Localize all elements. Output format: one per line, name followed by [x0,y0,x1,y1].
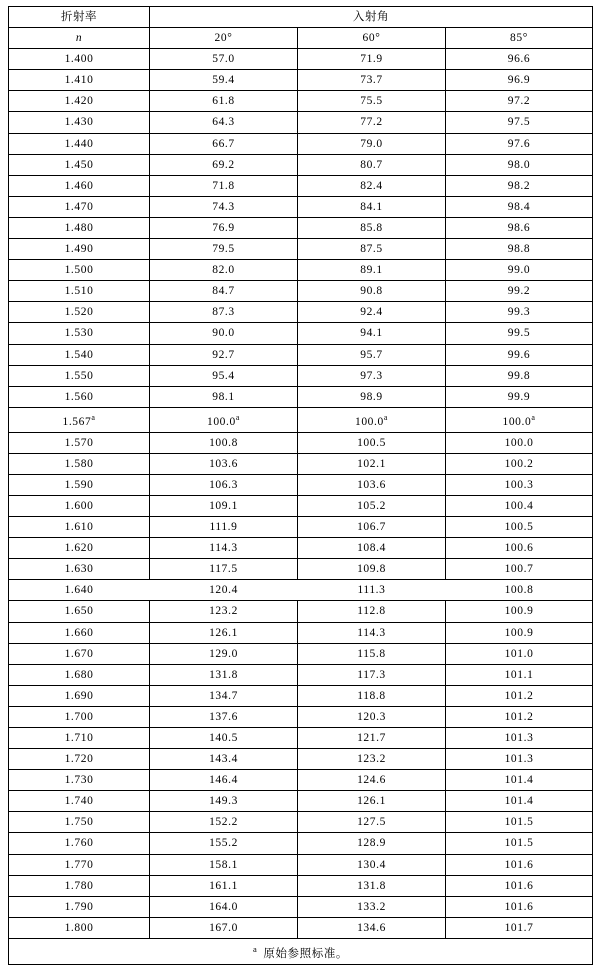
cell-value: 134.6 [298,917,446,938]
cell-value: 146.4 [150,770,298,791]
table-row [9,896,593,917]
cell-value: 100.7 [446,559,593,580]
cell-value: 131.8 [150,664,298,685]
cell-value: 112.8 [298,601,446,622]
header-row-top [9,7,593,28]
table-row [9,812,593,833]
table-row [9,770,593,791]
cell-value: 101.2 [446,685,593,706]
cell-value: 129.0 [150,643,298,664]
cell-refractive-index: 1.490 [9,239,150,260]
cell-value: 76.9 [150,217,298,238]
cell-value: 137.6 [150,706,298,727]
table-row [9,196,593,217]
table-row [9,323,593,344]
cell-refractive-index: 1.480 [9,217,150,238]
cell-value: 102.1 [298,453,446,474]
cell-refractive-index: 1.600 [9,495,150,516]
table-row [9,791,593,812]
footnote-text: 原始参照标准。 [263,947,349,960]
table-row [9,622,593,643]
table-row [9,854,593,875]
table-footer [9,938,593,964]
table-row [9,728,593,749]
cell-value: 158.1 [150,854,298,875]
cell-value: 111.9 [150,517,298,538]
cell-value: 99.8 [446,365,593,386]
cell-value: 99.3 [446,302,593,323]
cell-value: 127.5 [298,812,446,833]
table-body [9,49,593,939]
cell-value: 85.8 [298,217,446,238]
cell-value: 97.5 [446,112,593,133]
cell-value: 92.4 [298,302,446,323]
table-row [9,875,593,896]
table-row [9,91,593,112]
cell-value: 101.5 [446,812,593,833]
table-row [9,917,593,938]
cell-value: 108.4 [298,538,446,559]
cell-value: 99.0 [446,260,593,281]
table-row [9,474,593,495]
cell-refractive-index: 1.660 [9,622,150,643]
table-row [9,643,593,664]
cell-refractive-index: 1.680 [9,664,150,685]
cell-value: 100.4 [446,495,593,516]
cell-value: 134.7 [150,685,298,706]
cell-value: 96.9 [446,70,593,91]
cell-value: 103.6 [150,453,298,474]
table-row [9,70,593,91]
cell-value: 100.0$^a$ [446,407,593,432]
cell-refractive-index: 1.640 [9,580,150,601]
cell-refractive-index: 1.450 [9,154,150,175]
cell-value: 71.8 [150,175,298,196]
cell-value: 100.8 [446,580,593,601]
table-row [9,344,593,365]
cell-value: 109.1 [150,495,298,516]
cell-value: 120.3 [298,706,446,727]
header-angle-60: 60° [298,28,446,49]
header-refractive-index: 折射率 [9,7,150,28]
cell-value: 73.7 [298,70,446,91]
cell-value: 94.1 [298,323,446,344]
table-row [9,685,593,706]
refractive-index-table [8,6,593,965]
cell-value: 131.8 [298,875,446,896]
cell-value: 89.1 [298,260,446,281]
cell-refractive-index: 1.790 [9,896,150,917]
cell-value: 87.3 [150,302,298,323]
cell-refractive-index: 1.590 [9,474,150,495]
cell-value: 101.5 [446,833,593,854]
table-row [9,302,593,323]
cell-value: 111.3 [298,580,446,601]
cell-value: 79.0 [298,133,446,154]
header-angle-85: 85° [446,28,593,49]
table-row [9,559,593,580]
cell-value: 114.3 [150,538,298,559]
cell-value: 133.2 [298,896,446,917]
footnote-marker: a [252,943,258,954]
table-row [9,495,593,516]
cell-value: 99.2 [446,281,593,302]
cell-refractive-index: 1.780 [9,875,150,896]
cell-refractive-index: 1.650 [9,601,150,622]
footnote-cell [9,938,593,964]
cell-refractive-index: 1.580 [9,453,150,474]
cell-value: 98.9 [298,386,446,407]
cell-value: 99.9 [446,386,593,407]
table-header [9,7,593,49]
cell-value: 79.5 [150,239,298,260]
cell-value: 105.2 [298,495,446,516]
table-row [9,260,593,281]
cell-value: 100.6 [446,538,593,559]
cell-refractive-index: 1.690 [9,685,150,706]
cell-value: 96.6 [446,49,593,70]
table-row [9,239,593,260]
cell-refractive-index: 1.700 [9,706,150,727]
cell-value: 98.0 [446,154,593,175]
cell-value: 118.8 [298,685,446,706]
cell-value: 100.8 [150,432,298,453]
cell-value: 80.7 [298,154,446,175]
cell-refractive-index: 1.540 [9,344,150,365]
cell-refractive-index: 1.610 [9,517,150,538]
cell-refractive-index: 1.420 [9,91,150,112]
cell-value: 123.2 [298,749,446,770]
cell-value: 101.2 [446,706,593,727]
cell-refractive-index: 1.670 [9,643,150,664]
table-row [9,601,593,622]
cell-refractive-index: 1.570 [9,432,150,453]
table-row [9,538,593,559]
cell-refractive-index: 1.560 [9,386,150,407]
cell-value: 101.7 [446,917,593,938]
cell-value: 98.6 [446,217,593,238]
cell-value: 100.9 [446,622,593,643]
cell-value: 101.1 [446,664,593,685]
table-row [9,217,593,238]
cell-value: 101.4 [446,770,593,791]
cell-value: 95.7 [298,344,446,365]
cell-value: 99.5 [446,323,593,344]
cell-value: 100.0$^a$ [150,407,298,432]
cell-value: 161.1 [150,875,298,896]
footnote-ref-marker: a [91,412,96,422]
cell-refractive-index: 1.470 [9,196,150,217]
cell-value: 123.2 [150,601,298,622]
cell-value: 114.3 [298,622,446,643]
cell-value: 100.9 [446,601,593,622]
cell-value: 82.4 [298,175,446,196]
cell-value: 117.3 [298,664,446,685]
cell-value: 152.2 [150,812,298,833]
cell-refractive-index: 1.530 [9,323,150,344]
cell-refractive-index: 1.460 [9,175,150,196]
cell-refractive-index: 1.520 [9,302,150,323]
cell-value: 100.3 [446,474,593,495]
cell-value: 99.6 [446,344,593,365]
cell-refractive-index: 1.740 [9,791,150,812]
cell-value: 97.2 [446,91,593,112]
cell-value: 69.2 [150,154,298,175]
cell-value: 98.2 [446,175,593,196]
cell-refractive-index: 1.550 [9,365,150,386]
table-row [9,49,593,70]
cell-value: 61.8 [150,91,298,112]
cell-value: 97.3 [298,365,446,386]
table-row [9,154,593,175]
cell-value: 140.5 [150,728,298,749]
table-row [9,175,593,196]
table-row [9,281,593,302]
cell-value: 100.0 [446,432,593,453]
cell-value: 90.0 [150,323,298,344]
cell-value: 109.8 [298,559,446,580]
cell-value: 120.4 [150,580,298,601]
cell-value: 71.9 [298,49,446,70]
cell-value: 121.7 [298,728,446,749]
cell-value: 100.5 [298,432,446,453]
cell-refractive-index: 1.750 [9,812,150,833]
cell-refractive-index: 1.630 [9,559,150,580]
cell-refractive-index: 1.500 [9,260,150,281]
cell-value: 126.1 [150,622,298,643]
cell-value: 124.6 [298,770,446,791]
footnote-ref-marker: a [531,412,536,422]
cell-value: 100.0$^a$ [298,407,446,432]
cell-value: 64.3 [150,112,298,133]
cell-value: 106.3 [150,474,298,495]
table-row [9,365,593,386]
cell-refractive-index: 1.400 [9,49,150,70]
table-row [9,580,593,601]
cell-refractive-index: 1.430 [9,112,150,133]
table-row [9,664,593,685]
cell-value: 101.3 [446,749,593,770]
cell-refractive-index: 1.720 [9,749,150,770]
cell-refractive-index: 1.770 [9,854,150,875]
cell-refractive-index: 1.730 [9,770,150,791]
header-incident-angle-group: 入射角 [150,7,593,28]
cell-value: 84.1 [298,196,446,217]
cell-value: 101.6 [446,896,593,917]
table-row [9,749,593,770]
footnote-ref-marker: a [383,412,389,422]
header-angle-20: 20° [150,28,298,49]
table-row [9,706,593,727]
cell-refractive-index: 1.567$^a$ [9,407,150,432]
cell-value: 101.6 [446,854,593,875]
cell-value: 98.1 [150,386,298,407]
cell-value: 100.5 [446,517,593,538]
cell-value: 90.8 [298,281,446,302]
cell-value: 155.2 [150,833,298,854]
table-row [9,407,593,432]
cell-value: 75.5 [298,91,446,112]
cell-value: 130.4 [298,854,446,875]
cell-value: 66.7 [150,133,298,154]
table-row [9,386,593,407]
footnote-ref-marker: a [235,412,241,422]
cell-value: 101.3 [446,728,593,749]
cell-value: 77.2 [298,112,446,133]
footnote-row [9,938,593,964]
cell-refractive-index: 1.800 [9,917,150,938]
cell-value: 101.4 [446,791,593,812]
cell-refractive-index: 1.760 [9,833,150,854]
cell-value: 57.0 [150,49,298,70]
header-n-symbol: n [9,28,150,49]
cell-value: 143.4 [150,749,298,770]
table-row [9,453,593,474]
cell-value: 92.7 [150,344,298,365]
table-row [9,517,593,538]
cell-value: 98.8 [446,239,593,260]
cell-refractive-index: 1.710 [9,728,150,749]
cell-value: 101.6 [446,875,593,896]
cell-refractive-index: 1.620 [9,538,150,559]
cell-value: 98.4 [446,196,593,217]
table-row [9,133,593,154]
cell-value: 115.8 [298,643,446,664]
cell-value: 97.6 [446,133,593,154]
cell-value: 59.4 [150,70,298,91]
cell-refractive-index: 1.440 [9,133,150,154]
cell-value: 149.3 [150,791,298,812]
header-row-bottom [9,28,593,49]
cell-value: 101.0 [446,643,593,664]
cell-value: 95.4 [150,365,298,386]
cell-value: 164.0 [150,896,298,917]
cell-refractive-index: 1.510 [9,281,150,302]
cell-value: 74.3 [150,196,298,217]
cell-value: 167.0 [150,917,298,938]
cell-value: 84.7 [150,281,298,302]
cell-value: 87.5 [298,239,446,260]
cell-value: 82.0 [150,260,298,281]
cell-value: 117.5 [150,559,298,580]
cell-value: 126.1 [298,791,446,812]
cell-value: 103.6 [298,474,446,495]
cell-value: 128.9 [298,833,446,854]
cell-value: 100.2 [446,453,593,474]
table-row [9,432,593,453]
cell-value: 106.7 [298,517,446,538]
cell-refractive-index: 1.410 [9,70,150,91]
table-row [9,112,593,133]
